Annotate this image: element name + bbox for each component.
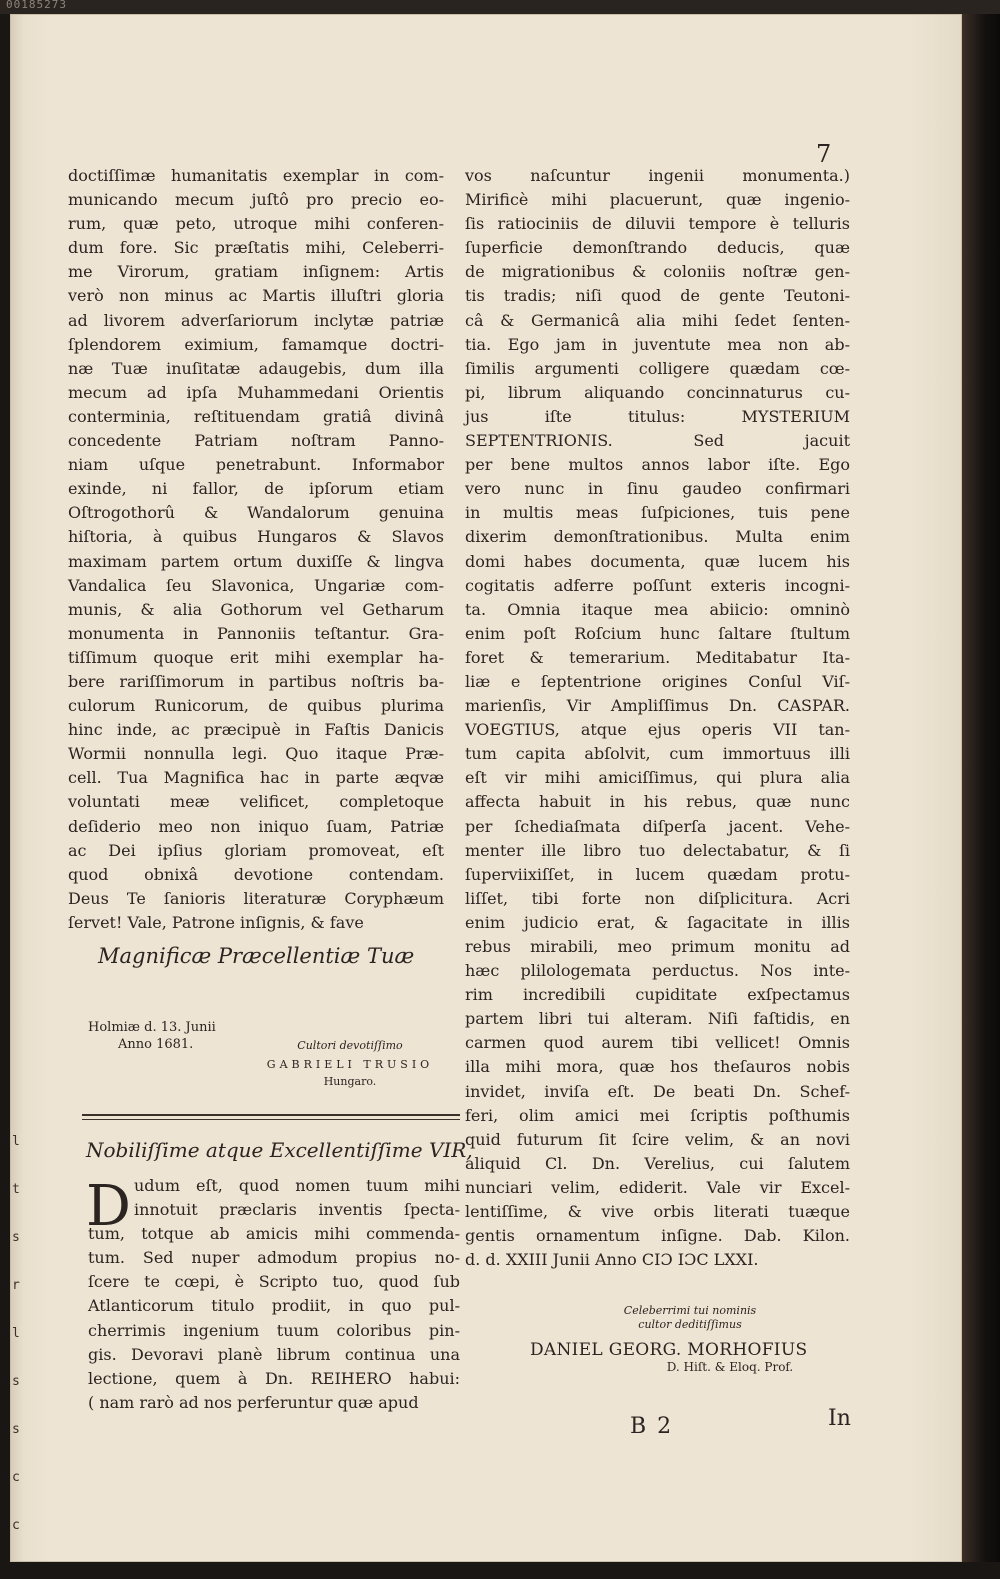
text-line: ſuperviixiſſet, in lucem quædam protu- [465, 864, 850, 884]
closing-line-1: Celeberrimi tui nominis [623, 1304, 757, 1317]
margin-mark: r [12, 1278, 20, 1293]
text-line: menter ille libro tuo delectabatur, & ſi [465, 840, 850, 860]
text-line: liſſet, tibi forte non diſplicitura. Acri [465, 888, 850, 908]
text-line: gis. Devoravi planè librum continua una [88, 1344, 460, 1364]
second-letter-body [88, 1174, 460, 1415]
margin-mark: l [12, 1326, 20, 1341]
signer-name: DANIEL GEORG. MORHOFIUS [530, 1340, 808, 1360]
text-line: næ Tuæ inuſitatæ adaugebis, dum illa [68, 358, 444, 378]
catchword: In [828, 1406, 851, 1431]
text-line: per ſchediaſmata diſperſa jacent. Vehe- [465, 816, 850, 836]
text-line: Deus Te ſanioris literaturæ Coryphæum [68, 888, 444, 908]
text-line: quod obnixâ devotione contendam. [68, 864, 444, 884]
text-line: marienſis, Vir Ampliſſimus Dn. CASPAR. [465, 696, 850, 716]
margin-mark: s [12, 1230, 20, 1245]
text-line: ( nam rarò ad nos perferuntur quæ apud [88, 1392, 419, 1412]
text-line: cell. Tua Magnifica hac in parte æqvæ [68, 768, 444, 788]
addressee-origin: Hungaro. [323, 1075, 377, 1088]
text-line: câ & Germanicâ alia mihi ſedet ſenten- [465, 310, 850, 330]
margin-mark: l [12, 1134, 20, 1149]
second-letter-heading: Nobiliſſime atque Excellentiſſime VIR, [86, 1138, 473, 1162]
text-line: tum, totque ab amicis mihi commenda- [88, 1224, 460, 1244]
text-line: doctiſſimæ humanitatis exemplar in com- [68, 166, 444, 185]
cultor-text: Cultori devotiſſimo [297, 1039, 403, 1052]
text-line: bere rariſſimorum in partibus noſtris ba- [68, 671, 444, 691]
text-line: tia. Ego jam in juventute mea non ab- [465, 334, 850, 354]
place-date-line-1: Holmiæ d. 13. Junii [88, 1020, 216, 1035]
text-line: rum, quæ peto, utroque mihi conferen- [68, 214, 444, 234]
text-line: quid futurum ſit ſcire velim, & an novi [465, 1129, 850, 1149]
addressee-block [250, 1039, 450, 1088]
signature-mark: B 2 [630, 1414, 674, 1439]
text-line: d. d. XXIII Junii Anno CIƆ IƆC LXXI. [465, 1250, 759, 1270]
text-line: exinde, ni fallor, de ipſorum etiam [68, 479, 444, 499]
text-line: pi, librum aliquando concinnaturus cu- [465, 382, 850, 402]
text-line: SEPTENTRIONIS. Sed jacuit [465, 431, 850, 451]
text-line: niam uſque penetrabunt. Informabor [68, 455, 444, 475]
text-line: hæc plilologemata perductus. Nos inte- [465, 961, 850, 981]
text-line: gentis ornamentum inſigne. Dab. Kilon. [465, 1226, 850, 1246]
text-line: nunciari velim, ediderit. Vale vir Excel- [465, 1177, 850, 1197]
right-column [465, 164, 850, 1272]
text-line: innotuit præclaris inventis ſpecta- [134, 1200, 460, 1220]
text-line: eſt vir mihi amiciſſimus, qui plura alia [465, 768, 850, 788]
text-line: mecum ad ipſa Muhammedani Orientis [68, 382, 444, 402]
page-number: 7 [816, 140, 832, 168]
text-line: conterminia, reſtituendam gratiâ divinâ [68, 406, 444, 426]
text-line: affecta habuit in his rebus, quæ nunc [465, 792, 850, 812]
book-binding [962, 14, 1000, 1562]
text-line: jus iſte titulus: MYSTERIUM [465, 406, 850, 426]
text-line: tis tradis; niſi quod de gente Teutoni- [465, 286, 850, 306]
text-line: hiſtoria, à quibus Hungaros & Slavos [68, 527, 444, 547]
text-line: Vandalica ſeu Slavonica, Ungariæ com- [68, 575, 444, 595]
text-line: enim judicio erat, & ſagacitate in illis [465, 912, 850, 932]
text-line: municando mecum juſtô pro precio eo- [68, 190, 444, 210]
text-line: cogitatis adferre poſſunt exteris incogni- [465, 575, 850, 595]
margin-mark: c [12, 1518, 20, 1533]
margin-mark: c [12, 1470, 20, 1485]
text-line: lectione, quem à Dn. REIHERO habui: [88, 1368, 460, 1388]
text-line: foret & temerarium. Meditabatur Ita- [465, 647, 850, 667]
place-date-line-2: Anno 1681. [118, 1037, 194, 1052]
text-line: illa mihi mora, quæ hos theſauros nobis [465, 1057, 850, 1077]
margin-mark: s [12, 1422, 20, 1437]
text-line: dixerim demonſtrationibus. Multa enim [465, 527, 850, 547]
section-divider [82, 1114, 460, 1120]
text-line: cherrimis ingenium tuum coloribus pin- [88, 1320, 460, 1340]
text-line: rim incredibili cupiditate exſpectamus [465, 985, 850, 1005]
text-line: culorum Runicorum, de quibus plurima [68, 696, 444, 716]
text-line: ac Dei ipſius gloriam promoveat, eſt [68, 840, 444, 860]
signer-title: D. Hiſt. & Eloq. Prof. [666, 1360, 794, 1374]
text-line: invidet, inviſa eſt. De beati Dn. Schef- [465, 1081, 850, 1101]
text-line: VOEGTIUS, atque ejus operis VII tan- [465, 720, 850, 740]
text-line: vos naſcuntur ingenii monumenta.) [465, 166, 850, 185]
text-line: ſis ratiociniis de diluvii tempore è telluris [465, 214, 850, 234]
text-line: per bene multos annos labor iſte. Ego [465, 455, 850, 475]
text-line: munis, & alia Gothorum vel Getharum [68, 599, 444, 619]
text-line: rebus mirabili, meo primum monitu ad [465, 937, 850, 956]
text-line: voluntati meæ velificet, completoque [68, 792, 444, 812]
text-line: ſuperficie demonſtrando deducis, quæ [465, 238, 850, 258]
scanner-strip [0, 0, 1000, 14]
text-line: ad livorem adverſariorum inclytæ patriæ [68, 310, 444, 330]
text-line: ſcere te cœpi, è Scripto tuo, quod ſub [88, 1272, 460, 1292]
text-line: vero nunc in ſinu gaudeo confirmari [465, 479, 850, 499]
text-line: monumenta in Pannoniis teſtantur. Gra- [68, 623, 444, 643]
text-line: enim poſt Roſcium hunc ſaltare ſtultum [465, 623, 850, 643]
text-line: lentiſſime, & vive orbis literati tuæque [465, 1202, 850, 1222]
dropcap-letter: D [86, 1174, 131, 1239]
text-line: partem libri tui alteram. Niſi faſtidis, en [465, 1009, 850, 1029]
text-line: verò non minus ac Martis illuſtri gloria [68, 286, 444, 306]
text-line: tum. Sed nuper admodum propius no- [88, 1248, 460, 1268]
text-line: domi habes documenta, quæ lucem his [465, 551, 850, 571]
place-date [88, 1019, 216, 1053]
text-line: aliquid Cl. Dn. Verelius, cui ſalutem [465, 1153, 850, 1173]
text-line: Mirificè mihi placuerunt, quæ ingenio- [465, 190, 850, 210]
addressee-name: GABRIELI TRUSIO [266, 1058, 434, 1071]
signature-block [530, 1304, 850, 1374]
text-line: de migrationibus & coloniis noſtræ gen- [465, 262, 850, 282]
book-page [10, 14, 962, 1562]
scan-id: 00185273 [6, 0, 67, 11]
text-line: maximam partem ortum duxiſſe & lingva [68, 551, 444, 571]
text-line: dum fore. Sic præſtatis mihi, Celeberri- [68, 238, 444, 258]
left-column [68, 164, 444, 935]
text-line: tum capita abſolvit, cum immortuus illi [465, 744, 850, 764]
text-line: ſplendorem eximium, famamque doctri- [68, 334, 444, 354]
text-line: carmen quod aurem tibi vellicet! Omnis [465, 1033, 850, 1053]
text-line: Wormii nonnulla legi. Quo itaque Præ- [68, 744, 444, 764]
text-line: deſiderio meo non iniquo ſuam, Patriæ [68, 816, 444, 836]
margin-marks [10, 1134, 22, 1574]
text-line: in multis meas ſuſpiciones, tuis pene [465, 503, 850, 523]
margin-mark: t [12, 1182, 20, 1197]
text-line: Atlanticorum titulo prodiit, in quo pul- [88, 1296, 460, 1316]
text-line: me Virorum, gratiam inſignem: Artis [68, 262, 444, 282]
text-line: hinc inde, ac præcipuè in Faſtis Danicis [68, 720, 444, 740]
closing-line-2: cultor deditiſſimus [638, 1318, 742, 1331]
text-line: concedente Patriam noſtram Panno- [68, 431, 444, 451]
text-line: ſervet! Vale, Patrone inſignis, & fave [68, 912, 364, 932]
text-line: ſimilis argumenti colligere quædam cœ- [465, 358, 850, 378]
text-line: feri, olim amici mei ſcriptis poſthumis [465, 1105, 850, 1125]
text-line: liæ e ſeptentrione origines Conſul Viſ- [465, 671, 850, 691]
text-line: udum eſt, quod nomen tuum mihi [134, 1176, 460, 1195]
text-line: Oſtrogothorû & Wandalorum genuina [68, 503, 444, 523]
text-line: tiſſimum quoque erit mihi exemplar ha- [68, 647, 444, 667]
salutation: Magnificæ Præcellentiæ Tuæ [98, 944, 415, 968]
text-line: ta. Omnia itaque mea abiicio: omninò [465, 599, 850, 619]
margin-mark: s [12, 1374, 20, 1389]
